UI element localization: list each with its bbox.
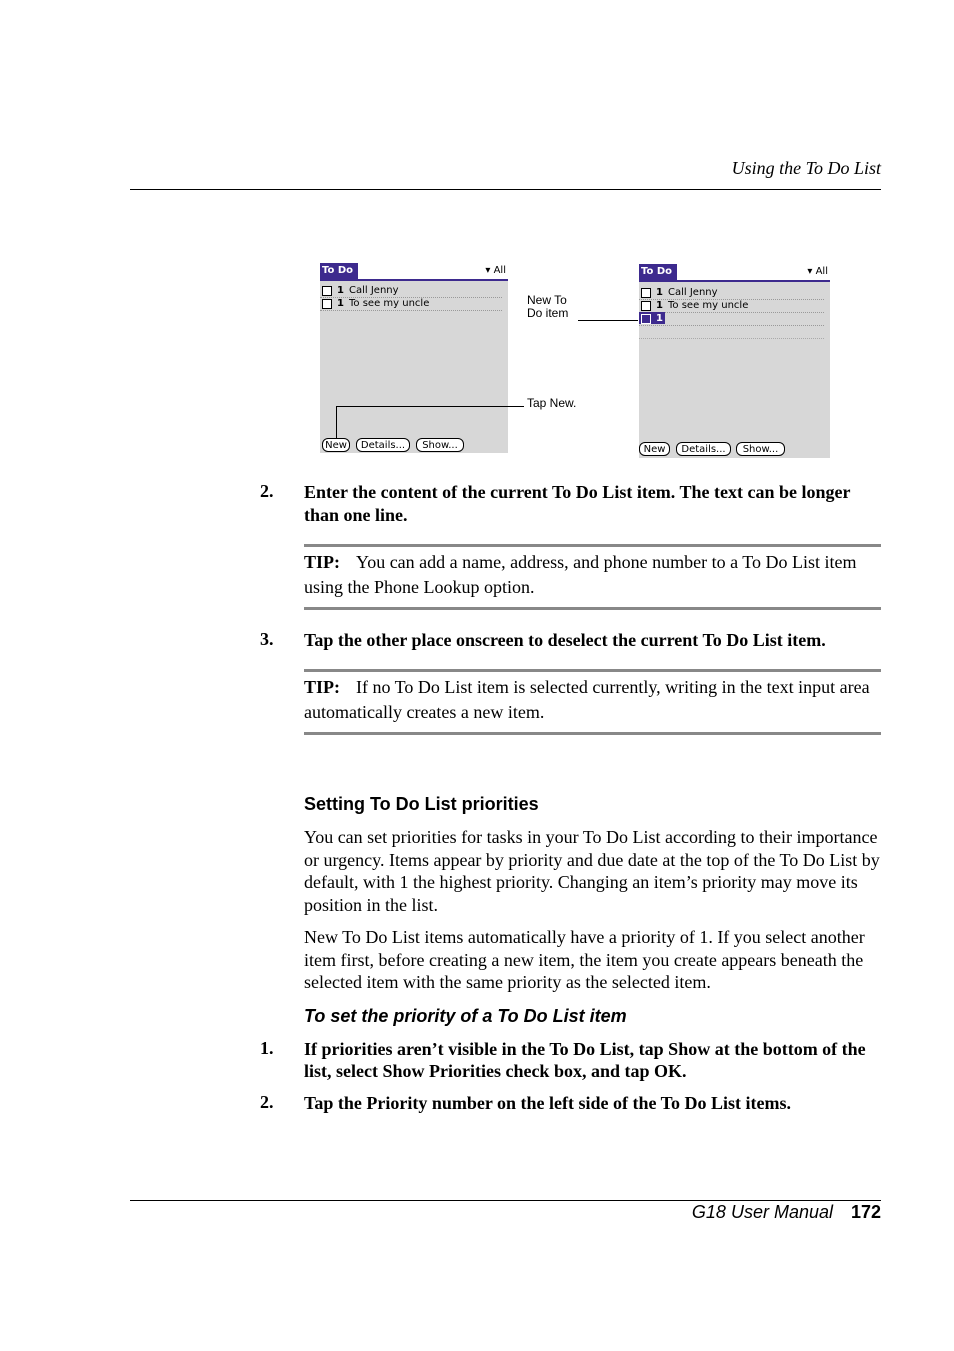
footer-rule bbox=[130, 1200, 881, 1201]
right-todo-screen bbox=[639, 264, 830, 458]
callout-line-1: New To bbox=[527, 293, 567, 307]
callout-line-2: Do item bbox=[527, 306, 569, 320]
callout-leader-tap-new-vertical bbox=[336, 406, 337, 439]
section-heading: Setting To Do List priorities bbox=[304, 794, 539, 814]
checkbox[interactable] bbox=[322, 286, 332, 296]
step-number: 1. bbox=[260, 1038, 274, 1058]
details-button[interactable]: Details... bbox=[356, 438, 410, 452]
show-button[interactable]: Show... bbox=[416, 438, 464, 452]
app-title: To Do bbox=[320, 263, 358, 279]
tip bbox=[304, 550, 881, 600]
list-item[interactable] bbox=[320, 284, 502, 298]
priority[interactable]: 1 bbox=[656, 313, 663, 324]
callout-leader-new-item bbox=[578, 320, 638, 321]
running-header: Using the To Do List bbox=[731, 158, 881, 178]
checkbox[interactable] bbox=[641, 288, 651, 298]
item-description[interactable]: To see my uncle bbox=[349, 298, 430, 309]
checkbox[interactable] bbox=[641, 301, 651, 311]
item-description[interactable]: To see my uncle bbox=[668, 300, 749, 311]
priority[interactable]: 1 bbox=[656, 287, 663, 298]
tip-label: TIP: bbox=[304, 552, 340, 572]
footer-manual-title: G18 User Manual bbox=[691, 1202, 833, 1222]
selected-new-item[interactable] bbox=[639, 312, 665, 324]
left-todo-screen bbox=[320, 263, 508, 453]
new-button[interactable]: New bbox=[322, 438, 350, 452]
step-number: 2. bbox=[260, 481, 274, 501]
callout-tap-new: Tap New. bbox=[527, 396, 577, 410]
step-text: Tap the Priority number on the left side of the To Do List items. bbox=[304, 1093, 792, 1113]
item-description[interactable]: Call Jenny bbox=[668, 287, 718, 298]
tip-text: You can add a name, address, and phone number to a To Do List item using the Phone Lookup option. bbox=[304, 552, 857, 597]
title-bar bbox=[320, 263, 508, 281]
step-number: 2. bbox=[260, 1092, 274, 1112]
header-rule bbox=[130, 189, 881, 190]
new-list-item[interactable] bbox=[639, 312, 824, 326]
title-bar bbox=[639, 264, 830, 282]
tip-label: TIP: bbox=[304, 677, 340, 697]
list-item[interactable] bbox=[320, 297, 502, 311]
step-text: If priorities aren’t visible in the To Do List, tap Show at the bottom of the list, select Show Priorities check box, and tap OK. bbox=[304, 1039, 866, 1081]
callout-new-item bbox=[527, 294, 568, 320]
app-title: To Do bbox=[639, 264, 677, 280]
page-number: 172 bbox=[850, 1202, 881, 1222]
category-picker[interactable]: ▾ All bbox=[807, 266, 828, 277]
tip bbox=[304, 675, 881, 725]
priority[interactable]: 1 bbox=[656, 300, 663, 311]
callout-leader-tap-new bbox=[336, 406, 524, 407]
priority[interactable]: 1 bbox=[337, 285, 344, 296]
checkbox[interactable] bbox=[641, 314, 651, 324]
item-description[interactable]: Call Jenny bbox=[349, 285, 399, 296]
step-text: Enter the content of the current To Do List item. The text can be longer than one line. bbox=[304, 482, 851, 525]
list-item[interactable] bbox=[639, 286, 824, 300]
details-button[interactable]: Details... bbox=[676, 442, 731, 456]
new-button[interactable]: New bbox=[639, 442, 670, 456]
step-number: 3. bbox=[260, 629, 274, 649]
paragraph: You can set priorities for tasks in your To Do List according to their importance or urgency. Items appear by priority and due date at the top of the To Do List by default, with 1 the highest priority. Changing an item’s priority may move its position in the list. bbox=[304, 827, 880, 915]
procedure-heading: To set the priority of a To Do List item bbox=[304, 1006, 627, 1026]
paragraph: New To Do List items automatically have a priority of 1. If you select another item first, before creating a new item, the item you create appears beneath the selected item with the same priority as the selected item. bbox=[304, 927, 865, 992]
priority[interactable]: 1 bbox=[337, 298, 344, 309]
tip-text: If no To Do List item is selected currently, writing in the text input area automatically creates a new item. bbox=[304, 677, 870, 722]
list-item[interactable] bbox=[639, 299, 824, 313]
category-picker[interactable]: ▾ All bbox=[485, 265, 506, 276]
checkbox[interactable] bbox=[322, 299, 332, 309]
empty-row bbox=[639, 325, 824, 339]
show-button[interactable]: Show... bbox=[736, 442, 785, 456]
step-text: Tap the other place onscreen to deselect the current To Do List item. bbox=[304, 630, 826, 650]
